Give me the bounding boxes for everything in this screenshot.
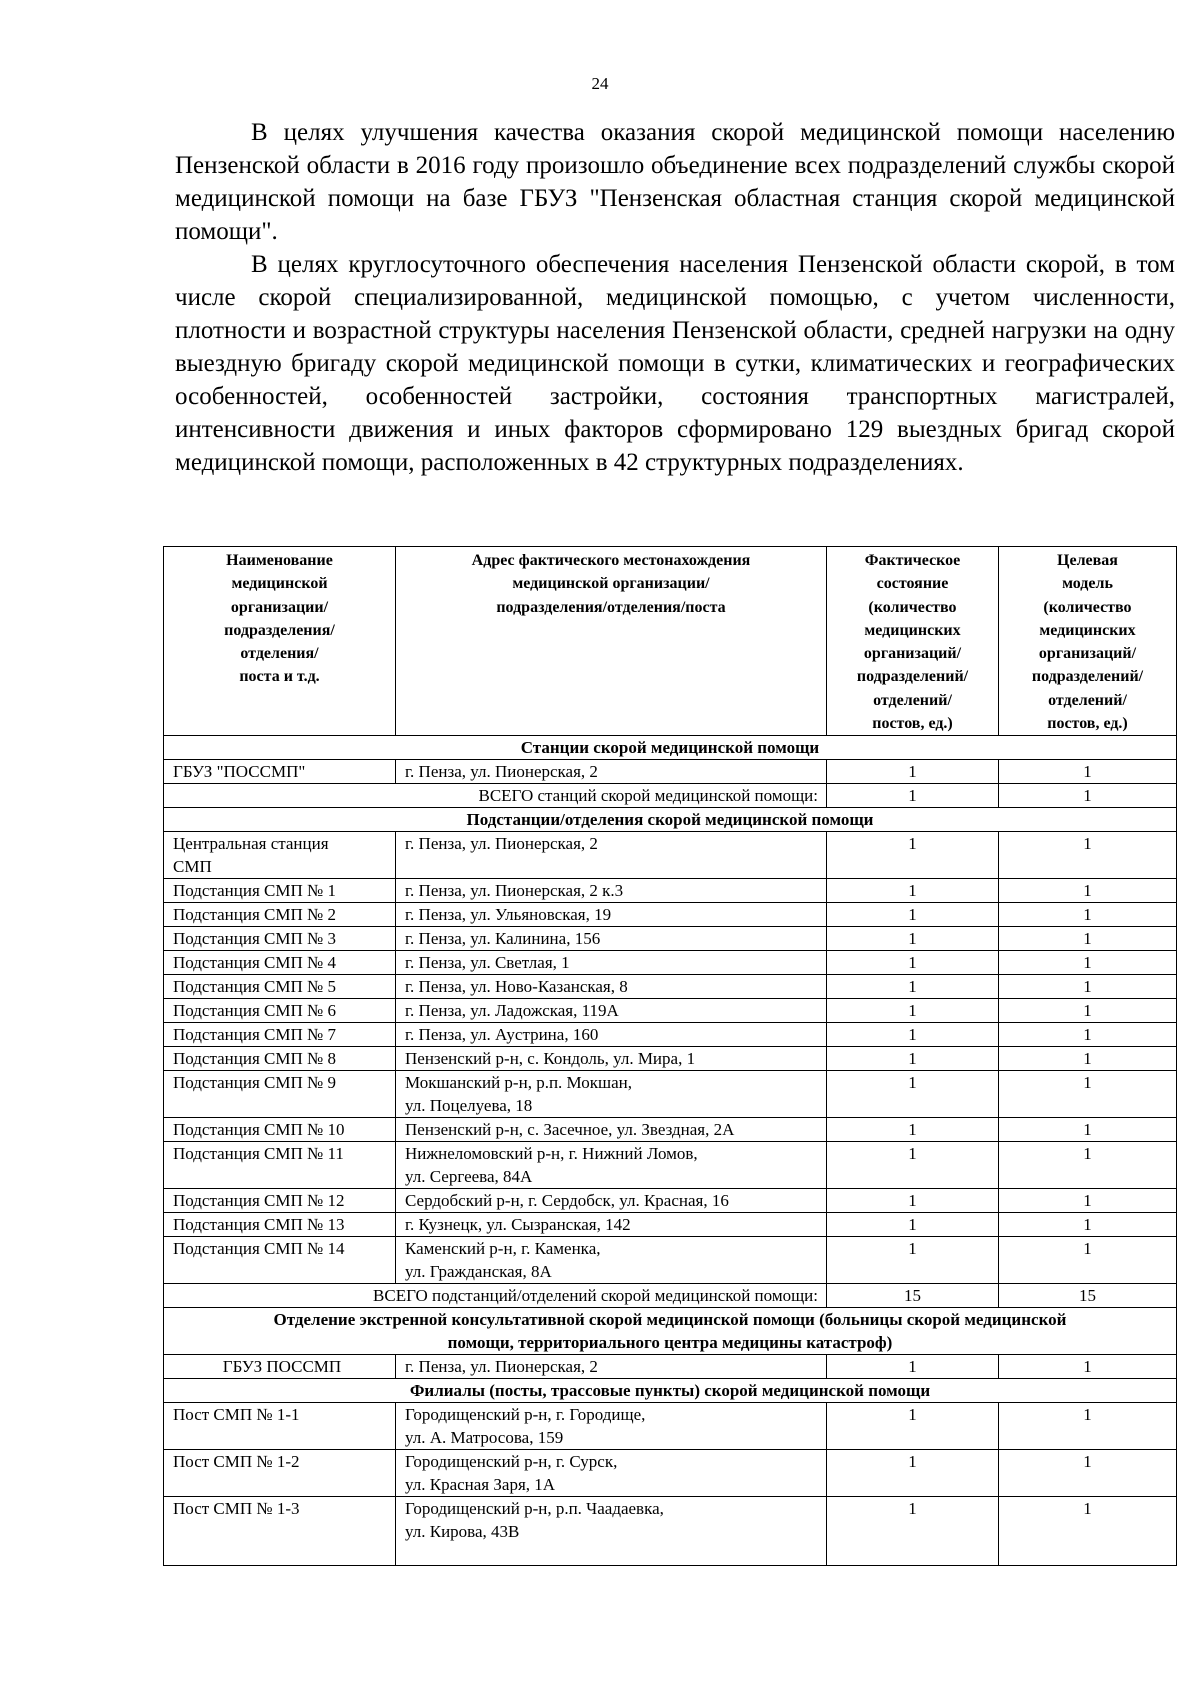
cell-target: 1: [999, 1403, 1177, 1450]
cell-line: Подстанция СМП № 8: [173, 1049, 336, 1069]
cell-line: Подстанция СМП № 12: [173, 1191, 345, 1211]
table-row: [164, 1213, 1177, 1237]
cell-line: Центральная станция: [173, 834, 329, 854]
cell-line: постов, ед.): [872, 715, 953, 733]
cell-actual: 1: [827, 1023, 999, 1047]
cell-name: [164, 1213, 396, 1237]
cell-line: Пост СМП № 1-1: [173, 1405, 300, 1425]
table-row: [164, 1047, 1177, 1071]
cell-target: 1: [999, 1189, 1177, 1213]
table-row: [164, 879, 1177, 903]
total-label: ВСЕГО подстанций/отделений скорой медицинской помощи:: [164, 1284, 827, 1308]
cell-address: [396, 1403, 827, 1450]
cell-line: Подстанция СМП № 7: [173, 1025, 336, 1045]
cell-target: 1: [999, 760, 1177, 784]
cell-address: [396, 1450, 827, 1497]
cell-line: г. Пенза, ул. Ново-Казанская, 8: [405, 977, 628, 997]
cell-line: организаций/: [863, 645, 962, 663]
section-row: [164, 1308, 1177, 1355]
cell-line: Подстанция СМП № 11: [173, 1144, 344, 1164]
cell-actual: 1: [827, 1142, 999, 1189]
cell-line: Подстанция СМП № 4: [173, 953, 336, 973]
cell-line: г. Кузнецк, ул. Сызранская, 142: [405, 1215, 631, 1235]
table-row: [164, 951, 1177, 975]
table-row: [164, 1403, 1177, 1450]
cell-address: [396, 951, 827, 975]
page-number: 24: [591, 74, 609, 93]
cell-target: 1: [999, 1142, 1177, 1189]
table-row: [164, 1237, 1177, 1284]
cell-address: г. Пенза, ул. Пионерская, 2: [396, 1355, 827, 1379]
table-row: [164, 1142, 1177, 1189]
cell-line: постов, ед.): [1047, 715, 1128, 733]
cell-name: [164, 951, 396, 975]
header-name: [164, 547, 396, 736]
cell-actual: 1: [827, 951, 999, 975]
body-text: [175, 116, 1175, 479]
total-actual: 15: [827, 1284, 999, 1308]
section-title: Подстанции/отделения скорой медицинской помощи: [164, 808, 1177, 832]
cell-target: 1: [999, 1213, 1177, 1237]
cell-address: [396, 903, 827, 927]
section-title: [164, 1308, 1177, 1355]
cell-line: организации/: [230, 598, 329, 616]
cell-actual: 1: [827, 1118, 999, 1142]
cell-line: г. Пенза, ул. Светлая, 1: [405, 953, 570, 973]
table-row: [164, 1023, 1177, 1047]
cell-address: [396, 927, 827, 951]
cell-address: [396, 1237, 827, 1284]
cell-name: [164, 1023, 396, 1047]
cell-line: помощи, территориального центра медицины катастроф): [447, 1333, 893, 1353]
cell-target: 1: [999, 927, 1177, 951]
table-row: [164, 760, 1177, 784]
cell-line: медицинской: [231, 575, 328, 593]
cell-line: отделений/: [1048, 691, 1127, 709]
cell-empty: [164, 784, 396, 808]
cell-line: г. Пенза, ул. Пионерская, 2: [405, 834, 598, 854]
total-row: [164, 784, 1177, 808]
cell-line: Адрес фактического местонахождения: [471, 552, 751, 569]
cell-name: [164, 1047, 396, 1071]
facilities-table: [163, 546, 1177, 1566]
cell-line: Подстанция СМП № 5: [173, 977, 336, 997]
cell-line: состояние: [876, 575, 949, 593]
cell-name: [164, 999, 396, 1023]
cell-target: 1: [999, 879, 1177, 903]
total-label: ВСЕГО станций скорой медицинской помощи:: [396, 784, 827, 808]
cell-line: (количество: [868, 598, 957, 616]
cell-line: Подстанция СМП № 2: [173, 905, 336, 925]
cell-line: ул. Поцелуева, 18: [405, 1096, 533, 1116]
cell-name: [164, 832, 396, 879]
cell-line: г. Пенза, ул. Ладожская, 119А: [405, 1001, 619, 1021]
table-row: [164, 999, 1177, 1023]
cell-target: 1: [999, 1497, 1177, 1566]
cell-line: Пензенский р-н, с. Засечное, ул. Звездная, 2А: [405, 1120, 735, 1140]
cell-target: 1: [999, 1047, 1177, 1071]
cell-name: [164, 1450, 396, 1497]
cell-line: Подстанция СМП № 9: [173, 1073, 336, 1093]
cell-line: СМП: [173, 857, 212, 877]
table-row: [164, 1189, 1177, 1213]
table-body: [164, 547, 1177, 1566]
cell-actual: 1: [827, 879, 999, 903]
cell-target: 1: [999, 903, 1177, 927]
cell-line: медицинских: [1039, 621, 1136, 639]
header-actual: [827, 547, 999, 736]
cell-name: [164, 903, 396, 927]
header-address: [396, 547, 827, 736]
cell-actual: 1: [827, 1450, 999, 1497]
cell-actual: 1: [827, 1071, 999, 1118]
cell-name: ГБУЗ "ПОССМП": [164, 760, 396, 784]
cell-line: Городищенский р-н, р.п. Чаадаевка,: [405, 1499, 664, 1519]
table-row: [164, 1071, 1177, 1118]
cell-line: Сердобский р-н, г. Сердобск, ул. Красная, 16: [405, 1191, 729, 1211]
cell-line: г. Пенза, ул. Аустрина, 160: [405, 1025, 599, 1045]
cell-line: Каменский р-н, г. Каменка,: [405, 1239, 601, 1259]
cell-target: 1: [999, 999, 1177, 1023]
cell-line: отделения/: [240, 645, 319, 663]
cell-target: 1: [999, 1071, 1177, 1118]
cell-target: 1: [999, 1355, 1177, 1379]
cell-actual: 1: [827, 927, 999, 951]
cell-line: Пензенский р-н, с. Кондоль, ул. Мира, 1: [405, 1049, 696, 1069]
table-row: [164, 1450, 1177, 1497]
cell-line: подразделения/: [224, 621, 335, 639]
cell-line: подразделений/: [1031, 668, 1144, 686]
cell-line: (количество: [1043, 598, 1132, 616]
cell-name: [164, 1071, 396, 1118]
cell-line: модель: [1062, 575, 1113, 593]
cell-line: Городищенский р-н, г. Сурск,: [405, 1452, 618, 1472]
cell-name: ГБУЗ ПОССМП: [164, 1355, 396, 1379]
cell-line: отделений/: [873, 691, 952, 709]
cell-target: 1: [999, 832, 1177, 879]
cell-address: [396, 975, 827, 999]
section-row: [164, 808, 1177, 832]
cell-line: Наименование: [226, 552, 333, 569]
cell-line: Нижнеломовский р-н, г. Нижний Ломов,: [405, 1144, 698, 1164]
cell-address: [396, 1071, 827, 1118]
cell-target: 1: [999, 1450, 1177, 1497]
cell-address: [396, 1497, 827, 1566]
cell-line: Пост СМП № 1-3: [173, 1499, 300, 1519]
cell-line: Целевая: [1057, 552, 1118, 569]
cell-target: 1: [999, 1237, 1177, 1284]
table-row: [164, 1355, 1177, 1379]
cell-line: подразделений/: [856, 668, 969, 686]
total-row: [164, 1284, 1177, 1308]
cell-address: [396, 1023, 827, 1047]
cell-line: Фактическое: [864, 552, 961, 569]
cell-line: ул. Красная Заря, 1А: [405, 1475, 556, 1495]
cell-address: [396, 1142, 827, 1189]
cell-line: поста и т.д.: [239, 668, 320, 686]
cell-line: Городищенский р-н, г. Городище,: [405, 1405, 646, 1425]
cell-address: г. Пенза, ул. Пионерская, 2: [396, 760, 827, 784]
cell-name: [164, 1142, 396, 1189]
cell-line: ул. Кирова, 43В: [405, 1522, 520, 1542]
cell-address: [396, 832, 827, 879]
cell-line: Подстанция СМП № 13: [173, 1215, 345, 1235]
cell-line: Подстанция СМП № 14: [173, 1239, 345, 1259]
cell-target: 1: [999, 1023, 1177, 1047]
cell-line: Отделение экстренной консультативной скорой медицинской помощи (больницы скорой медицинской: [273, 1310, 1067, 1330]
total-target: 1: [999, 784, 1177, 808]
cell-actual: 1: [827, 1355, 999, 1379]
cell-line: Подстанция СМП № 10: [173, 1120, 345, 1140]
cell-line: ул. А. Матросова, 159: [405, 1428, 564, 1448]
cell-name: [164, 1189, 396, 1213]
header-target: [999, 547, 1177, 736]
cell-actual: 1: [827, 975, 999, 999]
section-row: [164, 736, 1177, 760]
table-row: [164, 927, 1177, 951]
cell-line: медицинских: [864, 621, 961, 639]
cell-actual: 1: [827, 999, 999, 1023]
cell-actual: 1: [827, 1213, 999, 1237]
cell-name: [164, 975, 396, 999]
cell-line: подразделения/отделения/поста: [496, 598, 726, 616]
cell-actual: 1: [827, 1237, 999, 1284]
cell-line: г. Пенза, ул. Пионерская, 2 к.3: [405, 881, 624, 901]
total-target: 15: [999, 1284, 1177, 1308]
table-row: [164, 903, 1177, 927]
cell-target: 1: [999, 975, 1177, 999]
paragraph: В целях круглосуточного обеспечения населения Пензенской области скорой, в том числе скорой специализированной, медицинской помощью, с учетом численности, плотности и возрастной структуры населения Пензенской области, средней нагрузки на одну выездную бригаду скорой медицинской помощи в сутки, климатических и географических особенностей, особенностей застройки, состояния транспортных магистралей, интенсивности движения и иных факторов сформировано 129 выездных бригад скорой медицинской помощи, расположенных в 42 структурных подразделениях.: [175, 251, 1175, 476]
paragraph: В целях улучшения качества оказания скорой медицинской помощи населению Пензенской области в 2016 году произошло объединение всех подразделений службы скорой медицинской помощи на базе ГБУЗ "Пензенская областная станция скорой медицинской помощи".: [175, 119, 1175, 245]
cell-line: г. Пенза, ул. Ульяновская, 19: [405, 905, 612, 925]
cell-name: [164, 1118, 396, 1142]
cell-actual: 1: [827, 903, 999, 927]
cell-name: [164, 1497, 396, 1566]
cell-line: медицинской организации/: [512, 575, 710, 593]
section-title: Станции скорой медицинской помощи: [164, 736, 1177, 760]
cell-line: г. Пенза, ул. Калинина, 156: [405, 929, 601, 949]
cell-line: Пост СМП № 1-2: [173, 1452, 300, 1472]
table-row: [164, 1118, 1177, 1142]
table-row: [164, 975, 1177, 999]
cell-target: 1: [999, 1118, 1177, 1142]
cell-name: [164, 879, 396, 903]
cell-actual: 1: [827, 1403, 999, 1450]
cell-line: ул. Гражданская, 8А: [405, 1262, 552, 1282]
table-row: [164, 832, 1177, 879]
total-actual: 1: [827, 784, 999, 808]
cell-address: [396, 1213, 827, 1237]
cell-name: [164, 1403, 396, 1450]
cell-target: 1: [999, 951, 1177, 975]
cell-name: [164, 1237, 396, 1284]
cell-address: [396, 879, 827, 903]
table-row: [164, 1497, 1177, 1566]
cell-line: Подстанция СМП № 3: [173, 929, 336, 949]
cell-actual: 1: [827, 760, 999, 784]
cell-actual: 1: [827, 1047, 999, 1071]
cell-actual: 1: [827, 1497, 999, 1566]
section-title: Филиалы (посты, трассовые пункты) скорой медицинской помощи: [164, 1379, 1177, 1403]
section-row: [164, 1379, 1177, 1403]
cell-address: [396, 1047, 827, 1071]
cell-address: [396, 1189, 827, 1213]
cell-line: ул. Сергеева, 84А: [405, 1167, 533, 1187]
cell-actual: 1: [827, 1189, 999, 1213]
cell-line: организаций/: [1038, 645, 1137, 663]
cell-address: [396, 1118, 827, 1142]
cell-name: [164, 927, 396, 951]
cell-line: Мокшанский р-н, р.п. Мокшан,: [405, 1073, 632, 1093]
cell-line: Подстанция СМП № 6: [173, 1001, 336, 1021]
cell-address: [396, 999, 827, 1023]
cell-line: Подстанция СМП № 1: [173, 881, 336, 901]
table-header-row: [164, 547, 1177, 736]
cell-actual: 1: [827, 832, 999, 879]
